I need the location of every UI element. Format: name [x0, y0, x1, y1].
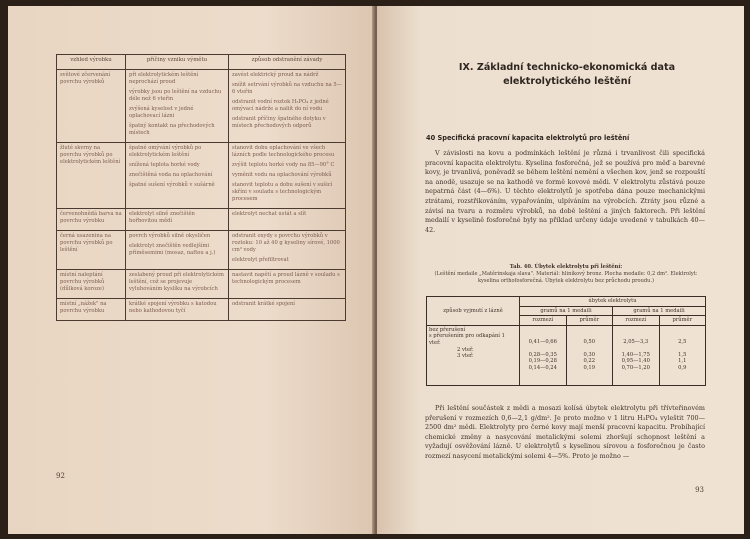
remedy-item: elektrolyt nechat ustát a slít — [232, 211, 307, 217]
cause-item: povrch výrobků silně okysličen — [129, 233, 211, 239]
avg1-cell — [566, 325, 613, 385]
remedy-item: stanovit teplotu a dobu sušení v sušicí skříni v souladu s technologickým procesem — [232, 182, 333, 202]
paragraph-1: V závislosti na kovu a podmínkách leštění je různá i trvanlivost čili specifická pracovní kapacita elektrolytu. Kyselina fosforečná, jež se používá pro měď a barevné kovy, je trvanlivá, poněvadž se během leštění nemění a všechen kov, jenž se rozpouští na anodě, usazuje se na kathodě ve formě kovové mědi. V elektrolytu zůstává pouze nepatrná část (4—6%). U těchto elektrolytů je spotřeba dána pouze mechanickými ztrátami, rozstřikováním, vypařováním, ulpíváním na výrobcích. Ztráty jsou různé a závisí na tvaru a rozměru výrobků, na době leštění a jiných faktorech. Při leštění medailí v kyselině fosforečné byly na příklad určeny údaje uvedené v tabulkách 40—42. — [425, 149, 705, 234]
range2-cell — [613, 325, 660, 385]
chapter-title — [432, 61, 702, 89]
range1-cell — [520, 325, 567, 385]
range2-value: 0,95—1,40 — [621, 358, 650, 365]
method-line-2: s přerušením pro odkapání 1 vteř. — [429, 333, 505, 346]
cause-item: špatný kontakt na přechodových místech — [129, 123, 215, 136]
cause-item: zeslabený proud při elektrolytickém leštění, což se projevuje vyluhováním kyslíku na výrobcích — [129, 272, 224, 292]
chapter-title-line-2: elektrolytického leštění — [503, 76, 631, 87]
remedy-item: nastavit napětí a proud lázně v souladu s technologickým procesem — [232, 272, 340, 285]
col-group-1: gramů na 1 medaili — [520, 306, 613, 316]
avg2-value: 2,5 — [678, 339, 687, 346]
defect-cell — [57, 70, 126, 143]
range1-value: 0,19—0,28 — [528, 358, 557, 365]
col-method: způsob vyjmutí z lázně — [427, 297, 520, 326]
method-line-3: 2 vteř. — [457, 346, 474, 353]
col-avg-2: průměr — [659, 316, 706, 326]
remedies-cell — [229, 231, 346, 270]
cause-item: elektrolyt znečištěn vedlejšími příměsemimi (mosaz, naftou a j.) — [129, 243, 216, 256]
remedies-cell — [229, 209, 346, 231]
remedies-cell — [229, 70, 346, 143]
defects-table — [56, 54, 346, 321]
remedy-item: odstranit příčiny špatného dotyku v místech přechodových odporů — [232, 116, 326, 129]
remedy-item: odstranit vodní roztok H₃PO₄ z jedné omývací nádrže a naliít do ní vodu — [232, 99, 329, 112]
table-row — [57, 270, 346, 299]
range1-value: 0,28—0,35 — [528, 351, 557, 358]
defect-cell — [57, 299, 126, 321]
col-avg-1: průměr — [566, 316, 613, 326]
electrolyte-loss-table — [426, 296, 706, 386]
range1-value: 0,14—0,24 — [528, 364, 557, 371]
avg1-value: 0,22 — [583, 358, 596, 365]
causes-cell — [126, 143, 229, 209]
header-remedy: způsob odstranění závady — [229, 55, 346, 70]
header-appearance: vzhled výrobku — [57, 55, 126, 70]
causes-cell — [126, 299, 229, 321]
causes-cell — [126, 231, 229, 270]
col-range-2: rozmezí — [613, 316, 660, 326]
avg1-value: 0,19 — [583, 364, 596, 371]
table-row — [57, 209, 346, 231]
avg2-value: 0,9 — [678, 364, 687, 371]
causes-cell — [126, 270, 229, 299]
cause-item: krátké spojení výrobku s katodou nebo kathodovou tyčí — [129, 301, 217, 314]
range2-value: 1,40—1,75 — [621, 351, 650, 358]
defect-text: červenohnědá barva na povrchu výrobku — [60, 211, 122, 224]
table-row — [57, 299, 346, 321]
remedies-cell — [229, 270, 346, 299]
defect-text: místní naleptání povrchu výrobků (důlková koroze) — [60, 272, 105, 292]
table-row — [57, 143, 346, 209]
avg2-value: 1,5 — [678, 351, 687, 358]
chapter-title-line-1: IX. Základní technicko-ekonomická data — [458, 62, 676, 73]
remedy-item: odstranit oxydy s povrchu výrobků v roztoku: 10 až 40 g kyseliny sírové, 1000 cm³ vody — [232, 233, 340, 253]
col-range-1: rozmezí — [520, 316, 567, 326]
col-loss: úbytek elektrolytu — [520, 297, 706, 307]
defect-cell — [57, 231, 126, 270]
book-spread — [8, 6, 744, 534]
section-title: 40 Specifická pracovní kapacita elektrolytů pro leštění — [426, 134, 630, 142]
causes-cell — [126, 209, 229, 231]
table-row — [57, 70, 346, 143]
table-header-row — [57, 55, 346, 70]
left-page — [8, 6, 374, 534]
defect-text: místní „nážek" na povrchu výrobku — [60, 301, 107, 314]
remedy-item: zavést elektrický proud na nádrž — [232, 72, 319, 78]
avg2-value: 1,1 — [678, 358, 687, 365]
remedies-cell — [229, 143, 346, 209]
cause-item: špatné omývání výrobků po elektrolytickém leštění — [129, 145, 202, 158]
remedy-item: odstranit krátké spojení — [232, 301, 295, 307]
cause-item: snížená teplota horké vody — [129, 162, 200, 168]
cause-item: při elektrolytickém leštění neprochází proud — [129, 72, 199, 85]
remedy-item: vyměnit vodu na oplachování výrobků — [232, 172, 332, 178]
defect-text: žluté skvrny na povrchu výrobků po elektrolytickém leštění — [60, 145, 121, 165]
cause-item: špatné sušení výrobků v sušárně — [129, 182, 215, 188]
remedy-item: zvýšit teplotu horké vody na 85—90° C — [232, 162, 335, 168]
page-number-right: 93 — [695, 486, 704, 494]
cause-item: výrobky jsou po leštění na vzduchu déle než 6 vteřin — [129, 89, 222, 102]
method-cell — [427, 325, 520, 385]
remedy-item: stanovit dobu oplachování ve všech lázních podle technologického procesu — [232, 145, 335, 158]
paragraph-2: Při leštění součástek z mědi a mosazi kolísá úbytek elektrolytu při třívteřinovém přerušení v rozmezích 0,6—2,1 g/dm². Je proto možno v 1 litru H₃PO₄ vyleštit 700—2500 dm² mědi. Elektrolyty pro černé kovy mají menší pracovní kapacitu. Probíhající chemické změny a nasycování metalickými solemi zhoršují schopnost leštění a vyžadují osvěžování lázně. U elektrolytů s kyselinou sírovou a fosforečnou je často rozmezí nasycení metalickými solemi 4—5%. Proto je možno — — [425, 404, 705, 460]
remedy-item: elektrolyt přefiltrovat — [232, 257, 289, 263]
range2-value: 2,05—3,3 — [623, 339, 649, 346]
col-group-2: gramů na 1 medaili — [613, 306, 706, 316]
page-number-left: 92 — [56, 472, 65, 480]
cause-item: znečištěná voda na oplachování — [129, 172, 213, 178]
remedy-item: snížit setrvání výrobků na vzduchu na 5—6 vteřin — [232, 82, 342, 95]
remedies-cell — [229, 299, 346, 321]
defect-cell — [57, 209, 126, 231]
table-caption: Tab. 40. Úbytek elektrolytu při leštění: — [509, 264, 623, 270]
avg1-value: 0,50 — [583, 339, 596, 346]
defects-table-body — [57, 70, 346, 321]
header-causes: příčiny vzniku výmětu — [126, 55, 229, 70]
range1-value: 0,41—0,66 — [528, 339, 557, 346]
method-line-1: bez přerušení — [429, 326, 466, 333]
range2-value: 0,70—1,20 — [621, 364, 650, 371]
cause-item: elektrolyt silně znečištěn hořbovitou mědí — [129, 211, 195, 224]
avg2-cell — [659, 325, 706, 385]
defect-text: černá usazenina na povrchu výrobků po leštění — [60, 233, 113, 253]
cause-item: zvýšená kyselost v jedné oplachovací lázni — [129, 106, 194, 119]
method-line-4: 3 vteř. — [457, 353, 474, 360]
defect-cell — [57, 270, 126, 299]
table-note: (Leštění medaile „Matěrinskaja slava". Materiál: hliníkový bronz. Plocha medaile: 0,2 dm². Elektrolyt: kyselina orthofosforečná. Úbytek elektrolytu bez průchodu proudu.) — [434, 271, 698, 284]
defect-text: světové zčervenání povrchu výrobků — [60, 72, 111, 85]
table-row — [57, 231, 346, 270]
defect-cell — [57, 143, 126, 209]
avg1-value: 0,30 — [583, 351, 596, 358]
causes-cell — [126, 70, 229, 143]
right-page — [377, 6, 744, 534]
